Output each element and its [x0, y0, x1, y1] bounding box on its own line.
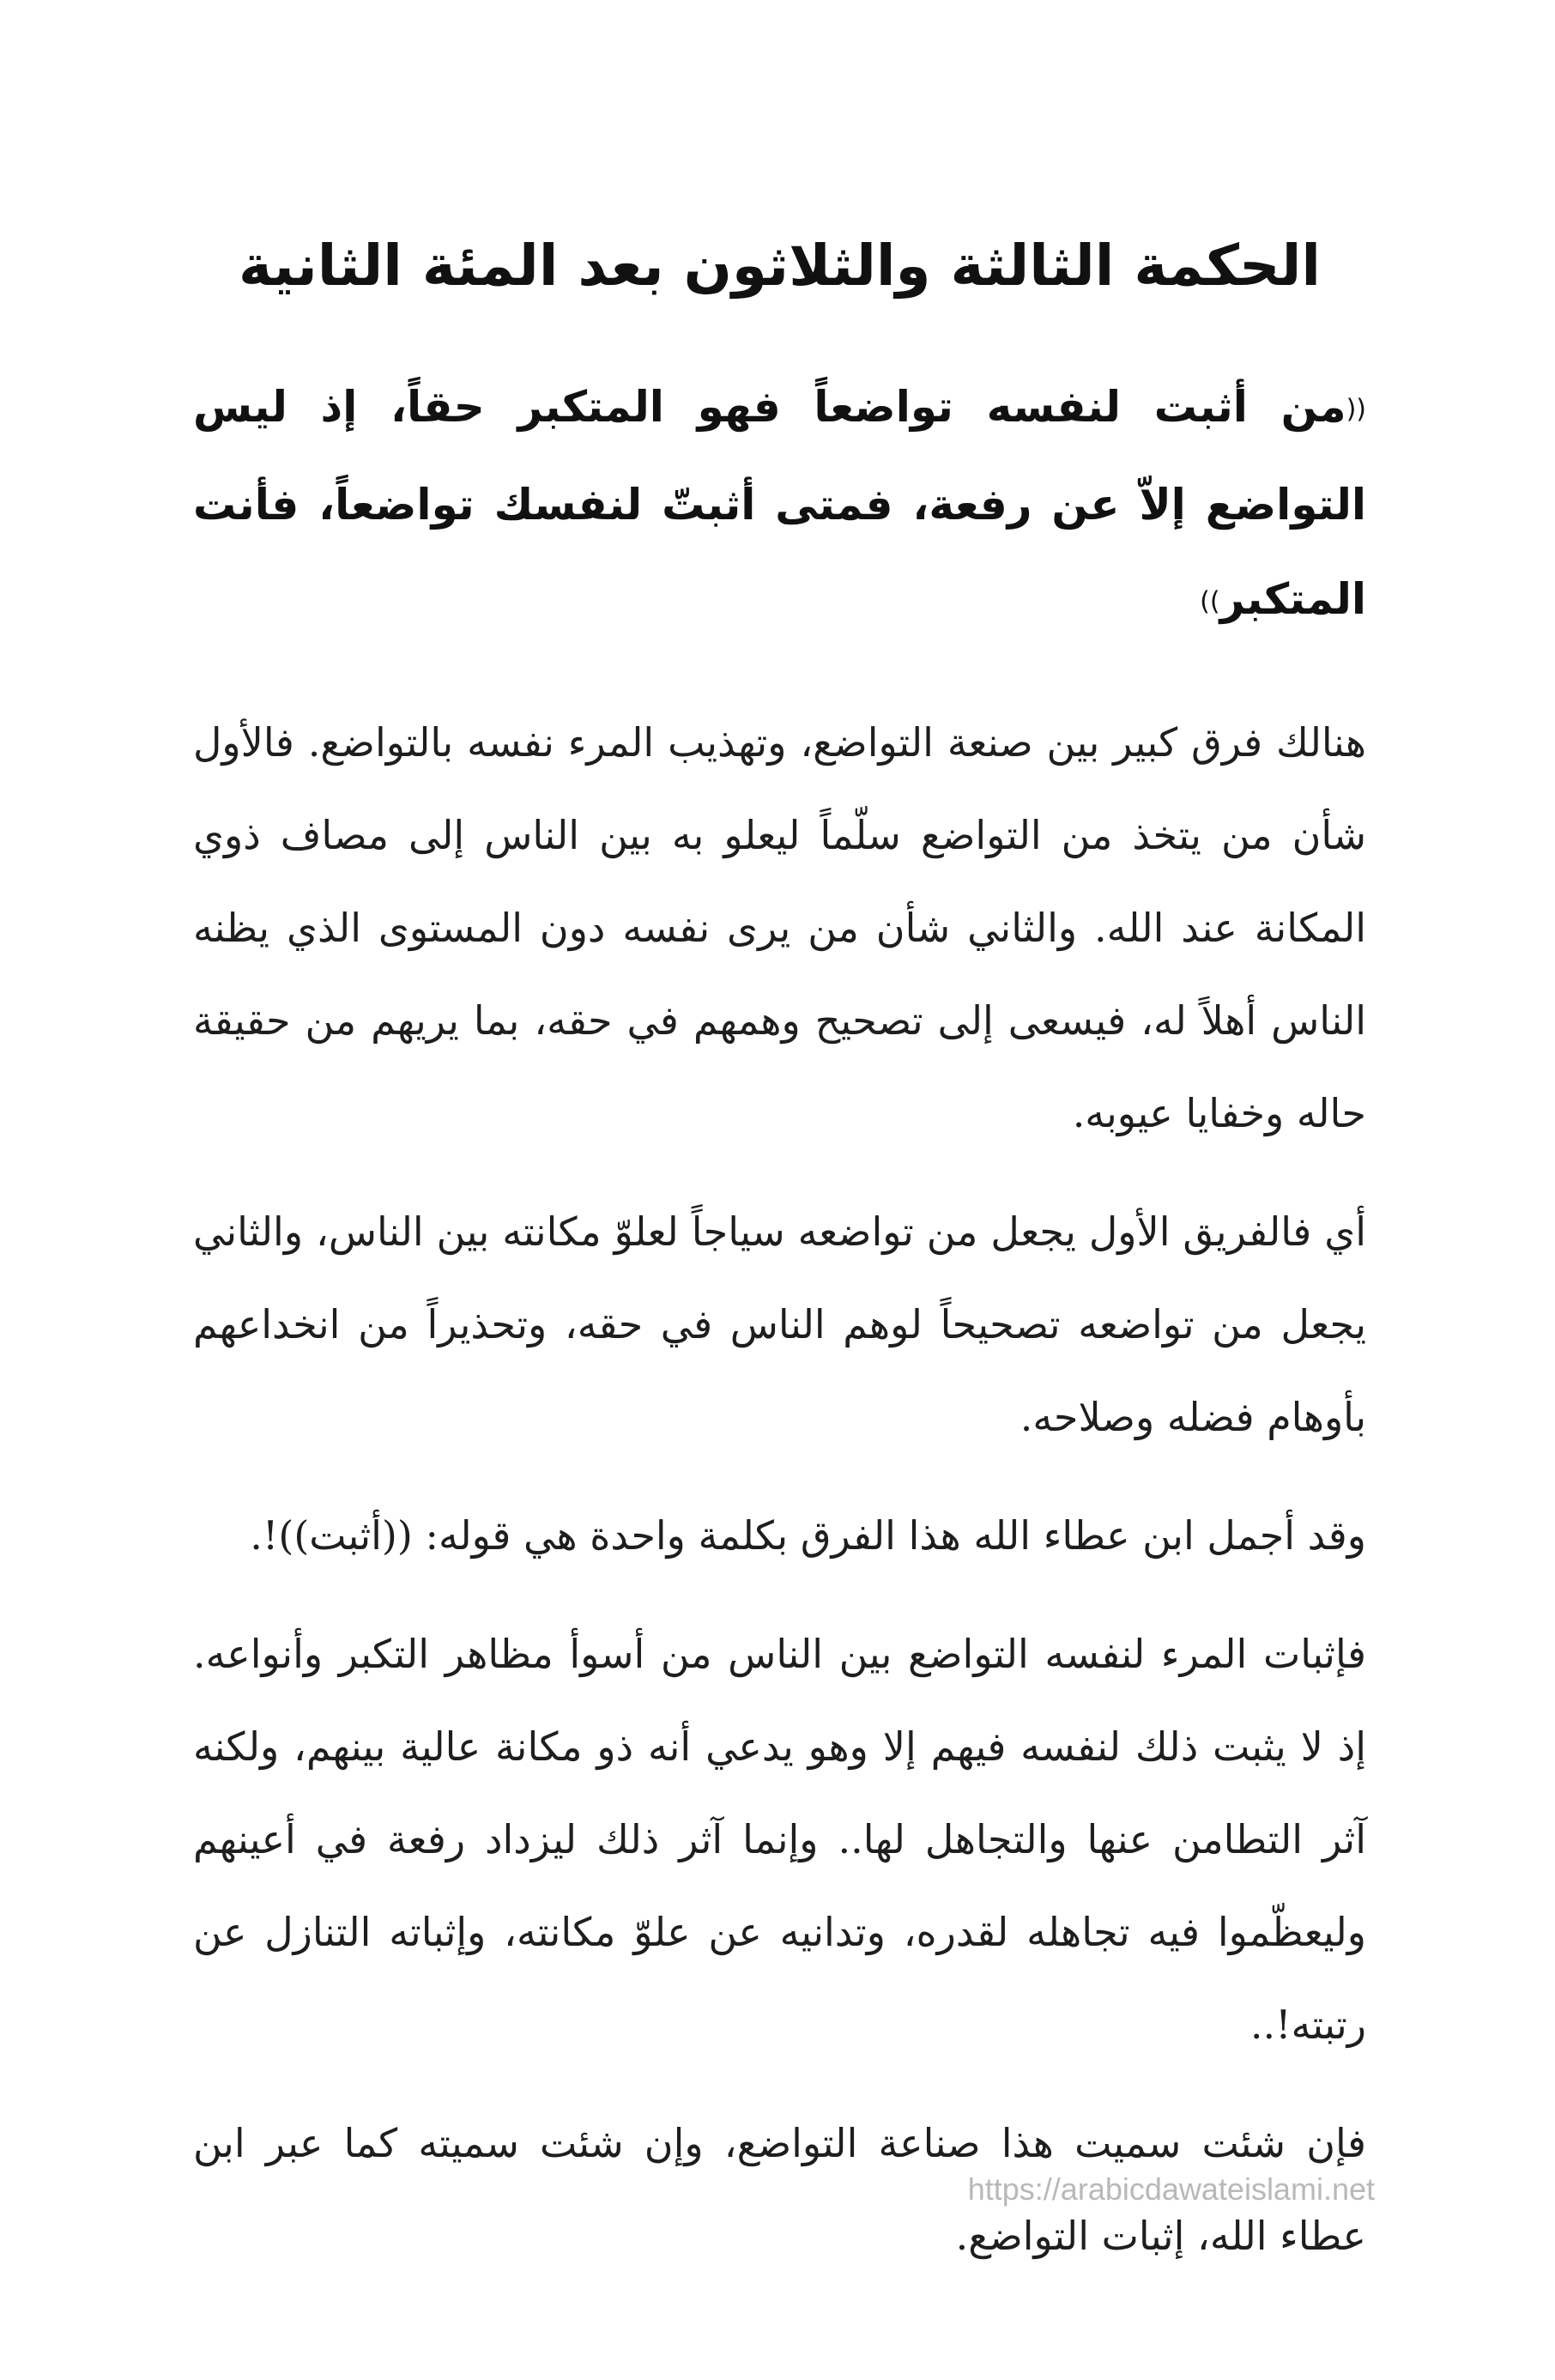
site-watermark: https://arabicdawateislami.net — [967, 2171, 1375, 2207]
page-title: الحكمة الثالثة والثلاثون بعد المئة الثانية — [238, 233, 1322, 299]
quote-close-mark: )) — [1200, 586, 1220, 617]
paragraph-5: فإن شئت سميت هذا صناعة التواضع، وإن شئت سميته كما عبر ابن عطاء الله، إثبات التواضع. — [193, 2120, 1366, 2260]
paragraph-2: أي فالفريق الأول يجعل من تواضعه سياجاً لعلوّ مكانته بين الناس، والثاني يجعل من تواضعه تصحيحاً لوهم الناس في حقه، وتحذيراً من انخداعهم بأوهام فضله وصلاحه. — [193, 1208, 1366, 1441]
paragraph-3: وقد أجمل ابن عطاء الله هذا الفرق بكلمة واحدة هي قوله: ((أثبت))!. — [250, 1512, 1366, 1559]
quote-text: من أثبت لنفسه تواضعاً فهو المتكبر حقاً، إذ ليس التواضع إلاّ عن رفعة، فمتى أثبتّ لنفسك تواضعاً، فأنت المتكبر — [193, 382, 1366, 624]
hikma-quote — [193, 360, 1366, 649]
paragraph-4: فإثبات المرء لنفسه التواضع بين الناس من أسوأ مظاهر التكبر وأنواعه. إذ لا يثبت ذلك لنفسه فيهم إلا وهو يدعي أنه ذو مكانة عالية بينهم، ولكنه آثر التطامن عنها والتجاهل لها.. وإنما آثر ذلك ليزداد رفعة في أعينهم وليعظّموا فيه تجاهله لقدره، وتدانيه عن علوّ مكانته، وإثباته التنازل عن رتبته!.. — [193, 1631, 1366, 2049]
quote-open-mark: (( — [1346, 394, 1366, 425]
paragraph-1: هنالك فرق كبير بين صنعة التواضع، وتهذيب المرء نفسه بالتواضع. فالأول شأن من يتخذ من التواضع سلّماً ليعلو به بين الناس إلى مصاف ذوي المكانة عند الله. والثاني شأن من يرى نفسه دون المستوى الذي يظنه الناس أهلاً له، فيسعى إلى تصحيح وهمهم في حقه، بما يريهم من حقيقة حاله وخفايا عيوبه. — [193, 719, 1366, 1137]
